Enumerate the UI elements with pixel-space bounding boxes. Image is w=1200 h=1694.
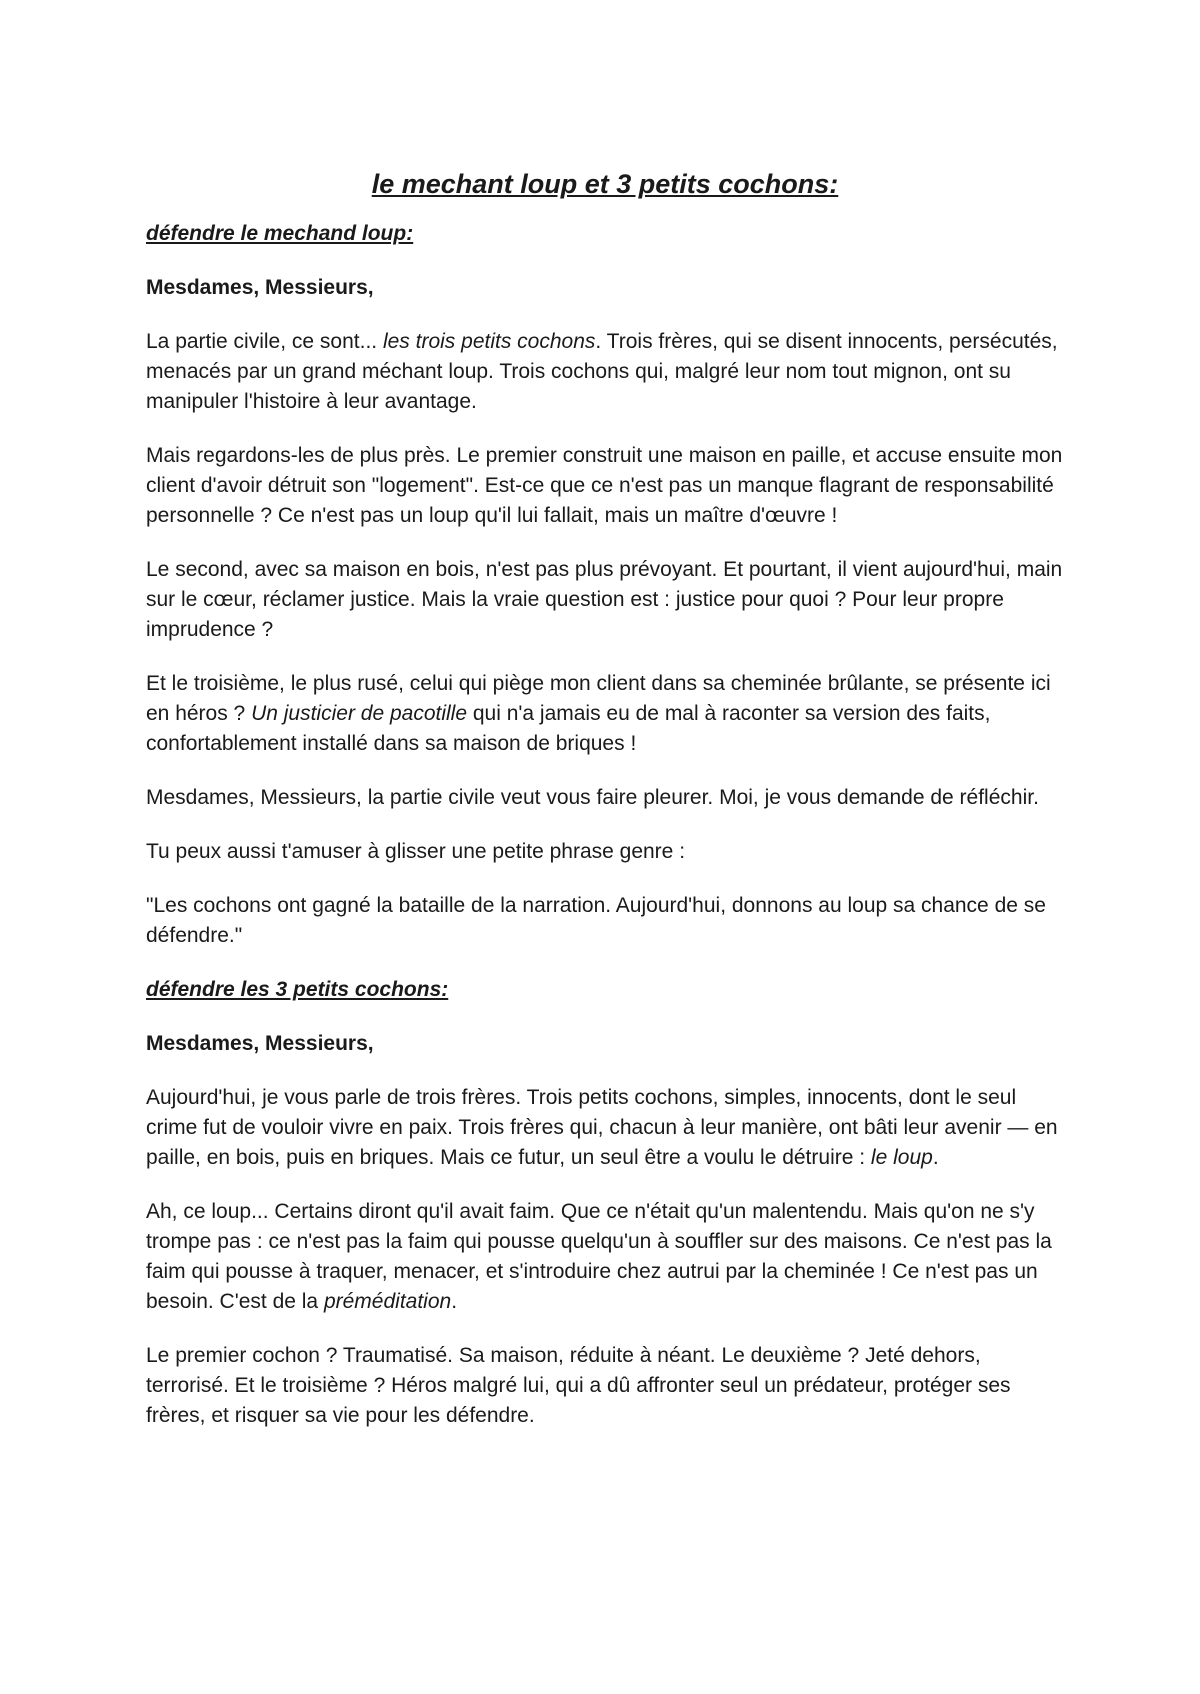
section-defend-wolf [146,219,1064,951]
section-heading-wolf: défendre le mechand loup: [146,222,414,245]
section-defend-pigs [146,975,1064,1431]
salutation-pigs: Mesdames, Messieurs, [146,1032,374,1055]
salutation-wolf: Mesdames, Messieurs, [146,276,374,299]
text-segment: . Trois frères, qui se disent innocents, persécutés, menacés par un grand méchant loup. Trois cochons qui, malgré leur nom tout mignon, ont su manipuler l'histoire à leur avantage. [146,330,1058,413]
italic-phrase: le loup [870,1146,933,1169]
text-segment: . [932,1146,939,1169]
paragraph-pigs-1 [146,1083,1064,1173]
paragraph-wolf-6: Tu peux aussi t'amuser à glisser une petite phrase genre : [146,840,686,863]
text-segment: . [451,1290,458,1313]
paragraph-wolf-5: Mesdames, Messieurs, la partie civile veut vous faire pleurer. Moi, je vous demande de réfléchir. [146,786,1039,809]
paragraph-wolf-3: Le second, avec sa maison en bois, n'est pas plus prévoyant. Et pourtant, il vient aujourd'hui, main sur le cœur, réclamer justice. Mais la vraie question est : justice pour quoi ? Pour leur propre imprudence ? [146,558,1063,641]
italic-phrase: les trois petits cochons [382,330,596,353]
paragraph-wolf-4 [146,669,1064,759]
document-title: le mechant loup et 3 petits cochons: [371,169,839,199]
text-segment: qui n'a jamais eu de mal à raconter sa version des faits, confortablement installé dans sa maison de briques ! [146,702,991,755]
paragraph-pigs-2 [146,1197,1064,1317]
section-heading-pigs: défendre les 3 petits cochons: [146,978,449,1001]
paragraph-wolf-1 [146,327,1064,417]
paragraph-pigs-3: Le premier cochon ? Traumatisé. Sa maison, réduite à néant. Le deuxième ? Jeté dehors, terrorisé. Et le troisième ? Héros malgré lui, qui a dû affronter seul un prédateur, protéger ses frères, et risquer sa vie pour les défendre. [146,1344,1011,1427]
text-segment: Aujourd'hui, je vous parle de trois frères. Trois petits cochons, simples, innocents, dont le seul crime fut de vouloir vivre en paix. Trois frères qui, chacun à leur manière, ont bâti leur avenir — en paille, en bois, puis en briques. Mais ce futur, un seul être a voulu le détruire : [146,1086,1058,1169]
text-segment: La partie civile, ce sont... [146,330,383,353]
text-segment: Ah, ce loup... Certains diront qu'il avait faim. Que ce n'était qu'un malentendu. Mais qu'on ne s'y trompe pas : ce n'est pas la faim qui pousse quelqu'un à souffler sur des maisons. Ce n'est pas la faim qui pousse à traquer, menacer, et s'introduire chez autrui par la cheminée ! Ce n'est pas un besoin. C'est de la [146,1200,1052,1313]
italic-phrase: Un justicier de pacotille [251,702,468,725]
paragraph-wolf-2: Mais regardons-les de plus près. Le premier construit une maison en paille, et accuse ensuite mon client d'avoir détruit son "logement". Est-ce que ce n'est pas un manque flagrant de responsabilité personnelle ? Ce n'est pas un loup qu'il lui fallait, mais un maître d'œuvre ! [146,444,1063,527]
italic-phrase: préméditation [323,1290,452,1313]
text-segment: Et le troisième, le plus rusé, celui qui piège mon client dans sa cheminée brûlante, se présente ici en héros ? [146,672,1051,725]
paragraph-wolf-7: "Les cochons ont gagné la bataille de la narration. Aujourd'hui, donnons au loup sa chance de se défendre." [146,894,1046,947]
